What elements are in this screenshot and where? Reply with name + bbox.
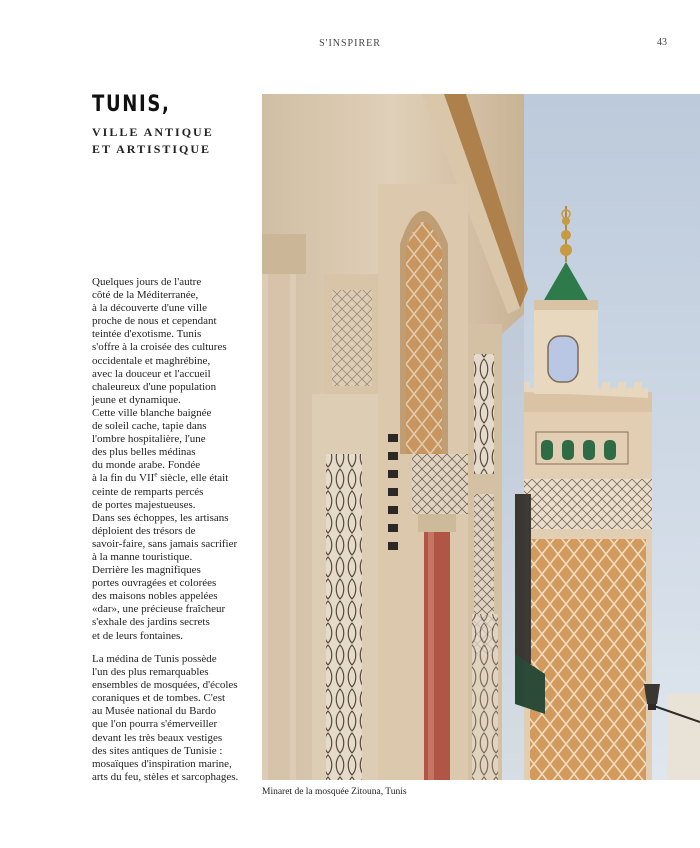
text-line: ceinte de remparts percés <box>92 485 204 498</box>
paragraph-1 <box>92 276 257 643</box>
text-line: portes ouvragées et colorées <box>92 577 217 590</box>
text-line: occidentale et maghrébine, <box>92 354 211 367</box>
text-line: au Musée national du Bardo <box>92 705 217 718</box>
subtitle-line: ET ARTISTIQUE <box>92 142 212 156</box>
text-line: des sites antiques de Tunisie : <box>92 744 223 757</box>
article-title: TUNIS, <box>92 92 171 117</box>
text-line: «dar», une précieuse fraîcheur <box>92 603 226 616</box>
text-line: côté de la Méditerranée, <box>92 289 199 302</box>
text-line: chaleureux d'une population <box>92 380 217 393</box>
subtitle-line: VILLE ANTIQUE <box>92 125 214 139</box>
text-line: Quelques jours de l'autre <box>92 276 202 288</box>
text-line: que l'on pourra s'émerveiller <box>92 718 218 731</box>
text-line: des plus belles médinas <box>92 446 196 459</box>
text-line: de portes majestueuses. <box>92 498 196 511</box>
text-line: mosaïques d'inspiration marine, <box>92 757 232 770</box>
text-line: devant les très beaux vestiges <box>92 731 223 744</box>
text-line: Cette ville blanche baignée <box>92 406 212 419</box>
century-roman: VII <box>139 472 155 485</box>
photo-caption: Minaret de la mosquée Zitouna, Tunis <box>262 787 407 797</box>
text-line: déploient des trésors de <box>92 524 196 537</box>
text-line: du monde arabe. Fondée <box>92 459 201 472</box>
mosque-facade <box>262 94 528 780</box>
century-suffix: siècle, elle était <box>157 472 229 485</box>
zitouna-minaret-photo <box>262 94 700 780</box>
running-head: S'INSPIRER <box>319 38 381 49</box>
text-line: à la découverte d'une ville <box>92 302 207 315</box>
text-line: des maisons nobles appelées <box>92 590 218 603</box>
text-line: l'ombre hospitalière, l'une <box>92 433 206 446</box>
text-line: proche de nous et cependant <box>92 315 217 328</box>
text-line: savoir-faire, sans jamais sacrifier <box>92 537 238 550</box>
text-line: l'un des plus remarquables <box>92 666 209 679</box>
text-line: s'offre à la croisée des cultures <box>92 341 227 354</box>
century-sup: e <box>154 470 158 479</box>
text-line: ensembles de mosquées, d'écoles <box>92 679 238 692</box>
century-line <box>92 472 257 485</box>
text-line: Dans ses échoppes, les artisans <box>92 511 229 524</box>
text-line: teintée d'exotisme. Tunis <box>92 328 202 341</box>
text-line: jeune et dynamique. <box>92 393 181 406</box>
century-prefix: à la fin du <box>92 472 140 485</box>
page-number: 43 <box>657 37 667 48</box>
text-line: de soleil cache, tapie dans <box>92 420 207 433</box>
text-line: arts du feu, stèles et sarcophages. <box>92 770 239 783</box>
text-line: et de leurs fontaines. <box>92 629 184 642</box>
text-line: Derrière les magnifiques <box>92 564 201 577</box>
paragraph-2 <box>92 653 257 784</box>
article-subtitle <box>92 124 252 158</box>
text-line: à la manne touristique. <box>92 550 193 563</box>
text-line: s'exhale des jardins secrets <box>92 616 210 629</box>
text-line: La médina de Tunis possède <box>92 653 217 665</box>
text-line: avec la douceur et l'accueil <box>92 367 211 380</box>
text-line: coraniques et de tombes. C'est <box>92 692 226 705</box>
